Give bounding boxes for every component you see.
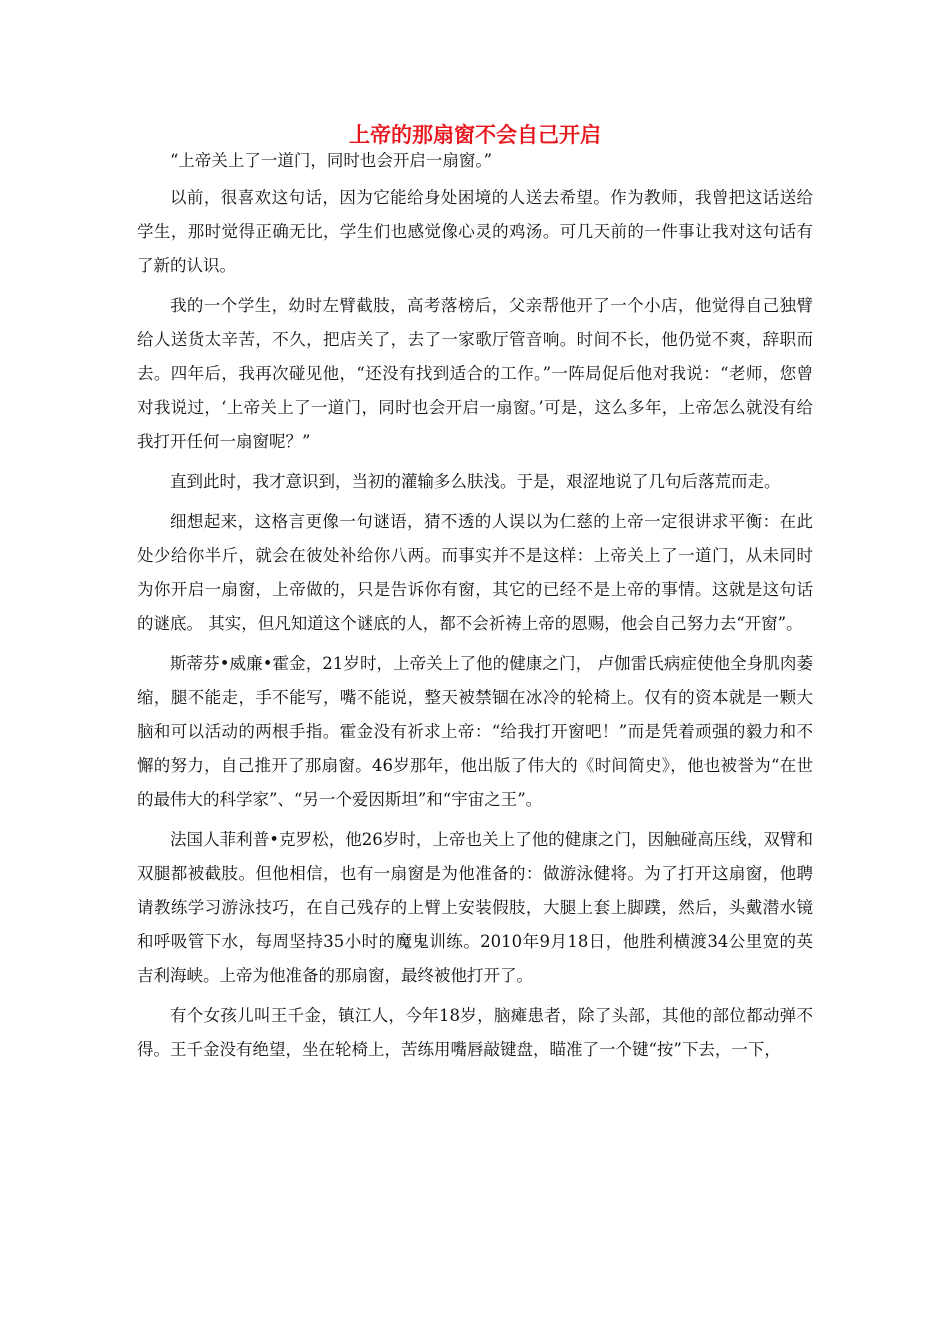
paragraph: 以前，很喜欢这句话，因为它能给身处困境的人送去希望。作为教师，我曾把这话送给学生，那时觉得正确无比，学生们也感觉像心灵的鸡汤。可几天前的一件事让我对这句话有了新的认识。 [137, 188, 813, 275]
paragraph: 斯蒂芬•威廉•霍金，21岁时，上帝关上了他的健康之门， 卢伽雷氏病症使他全身肌肉萎缩，腿不能走，手不能写，嘴不能说，整天被禁锢在冰冷的轮椅上。仅有的资本就是一颗大脑和可以活动的两根手指。霍金没有祈求上帝：“给我打开窗吧！”而是凭着顽强的毅力和不懈的努力，自己推开了那扇窗。46岁那年，他出版了伟大的《时间简史》，他也被誉为“在世的最伟大的科学家”、“另一个爱因斯坦”和“宇宙之王”。 [137, 654, 813, 809]
paragraph: 我的一个学生，幼时左臂截肢，高考落榜后，父亲帮他开了一个小店，他觉得自己独臂给人送货太辛苦，不久，把店关了，去了一家歌厅管音响。时间不长，他仍觉不爽，辞职而去。四年后，我再次碰见他，“还没有找到适合的工作。”一阵局促后他对我说：“老师，您曾对我说过，‘上帝关上了一道门，同时也会开启一扇窗。’可是，这么多年，上帝怎么就没有给我打开任何一扇窗呢？” [137, 296, 813, 451]
paragraph: 直到此时，我才意识到，当初的灌输多么肤浅。于是，艰涩地说了几句后落荒而走。 [170, 472, 781, 491]
paragraph: 法国人菲利普•克罗松，他26岁时，上帝也关上了他的健康之门，因触碰高压线，双臂和双腿都被截肢。但他相信，也有一扇窗是为他准备的：做游泳健将。为了打开这扇窗，他聘请教练学习游泳技巧，在自己残存的上臂上安装假肢，大腿上套上脚蹼，然后，头戴潜水镜和呼吸管下水，每周坚持35小时的魔鬼训练。2010年9月18日，他胜利横渡34公里宽的英吉利海峡。上帝为他准备的那扇窗，最终被他打开了。 [137, 830, 813, 985]
paragraph-quote: “上帝关上了一道门，同时也会开启一扇窗。” [170, 151, 493, 170]
paragraph: 有个女孩儿叫王千金，镇江人，今年18岁，脑瘫患者，除了头部，其他的部位都动弹不得。王千金没有绝望，坐在轮椅上，苦练用嘴唇敲键盘，瞄准了一个键“按”下去，一下， [137, 1006, 813, 1059]
document-title: 上帝的那扇窗不会自己开启 [349, 123, 601, 147]
paragraph: 细想起来，这格言更像一句谜语，猜不透的人误以为仁慈的上帝一定很讲求平衡：在此处少给你半斤，就会在彼处补给你八两。而事实并不是这样：上帝关上了一道门，从未同时为你开启一扇窗，上帝做的，只是告诉你有窗，其它的已经不是上帝的事情。这就是这句话的谜底。 其实，但凡知道这个谜底的人，都不会祈祷上帝的恩赐，他会自己努力去“开窗”。 [137, 512, 813, 633]
document-body [137, 147, 813, 1067]
